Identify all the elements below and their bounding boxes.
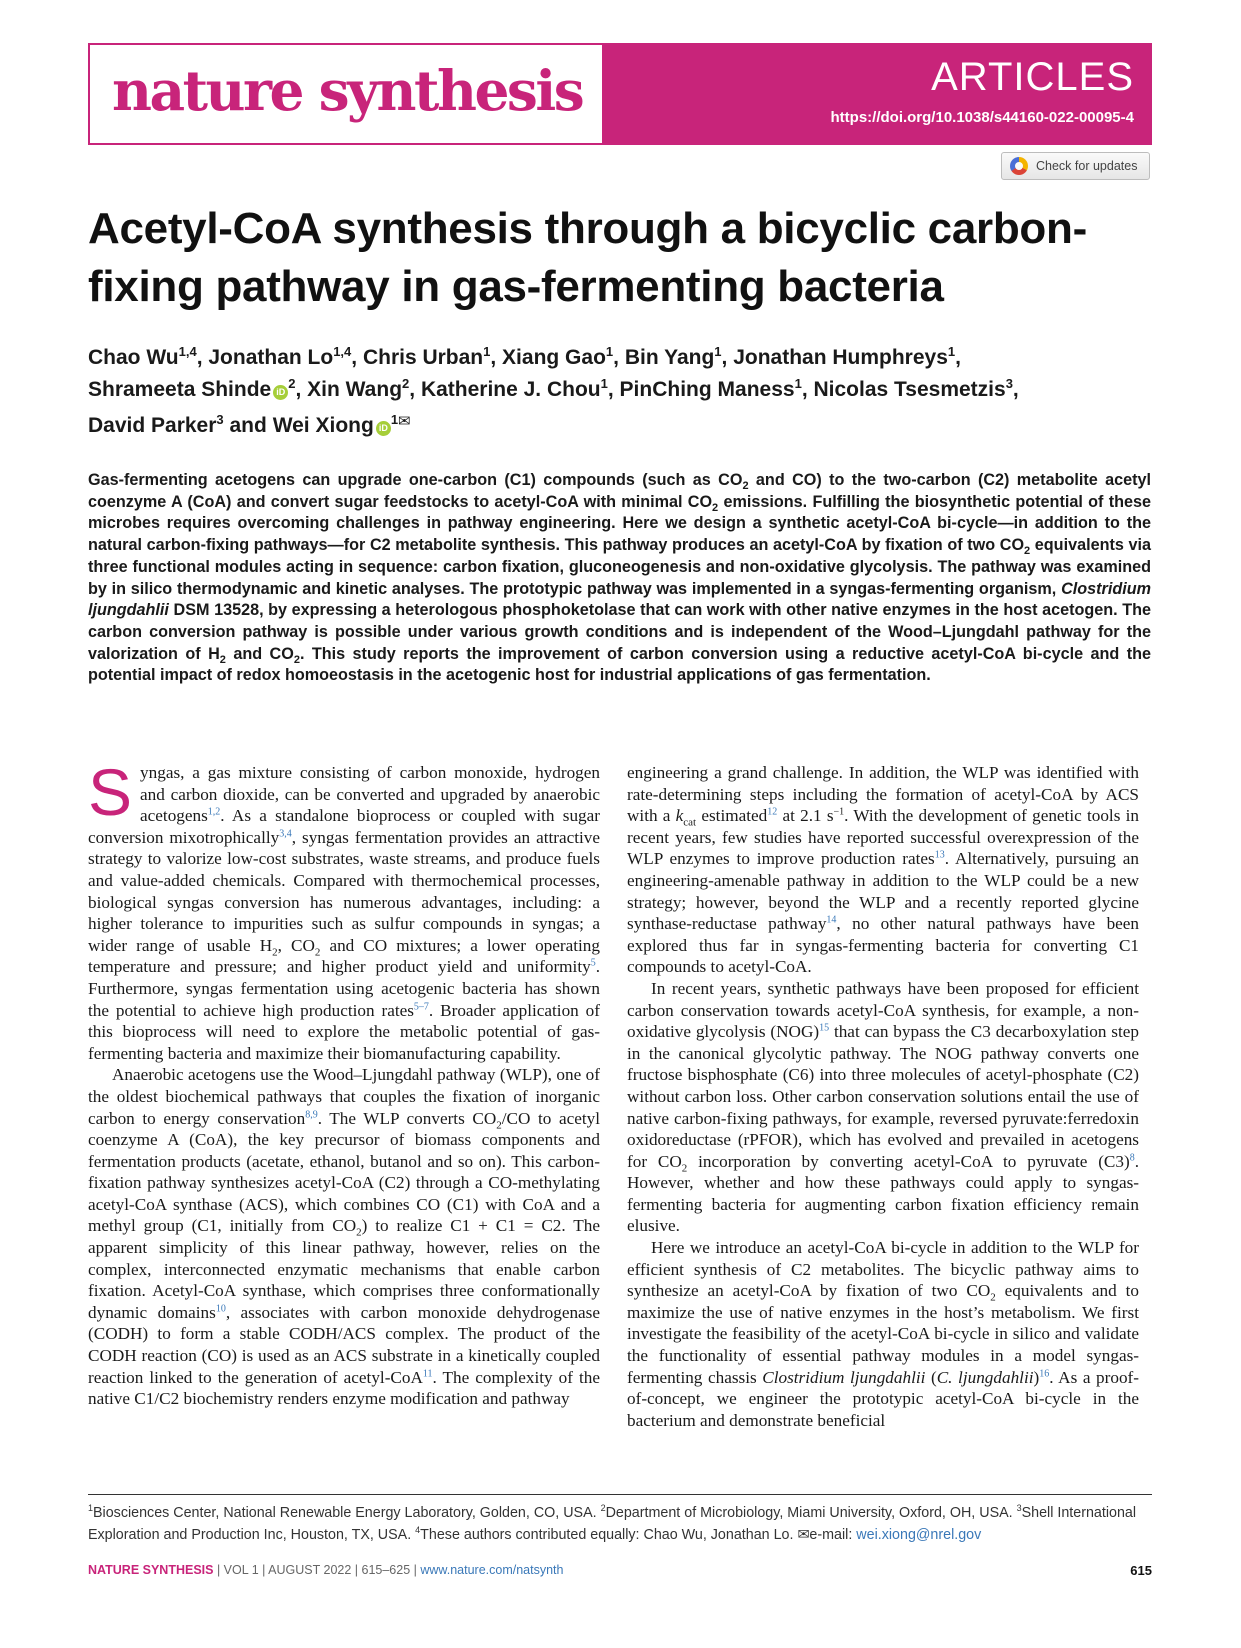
envelope-icon: ✉: [797, 1527, 810, 1543]
author-name[interactable]: Xiang Gao: [502, 346, 606, 369]
journal-banner: [88, 43, 1152, 145]
author-name[interactable]: Wei Xiong: [272, 414, 374, 437]
crossmark-icon: [1010, 157, 1028, 175]
paragraph: Anaerobic acetogens use the Wood–Ljungdahl pathway (WLP), one of the oldest biochemical pathways that couples the fixation of inorganic carbon to energy conservation$^{8,9}$. The WLP converts $CO_2/CO$ to acetyl coenzyme A (CoA), the key precursor of biomass components and fermentation products (acetate, ethanol, butanol and so on). This carbon-fixation pathway synthesizes acetyl-CoA (C2) through a CO-methylating acetyl-CoA synthase (ACS), which combines CO (C1) with CoA and a methyl group (C1, initially from $CO_2$) to realize C1 + C1 = C2. The apparent simplicity of this linear pathway, however, relies on the complex, interconnected enzymatic mechanisms that enable carbon fixation. Acetyl-CoA synthase, which comprises three conformationally dynamic domains$^{10}$, associates with carbon monoxide dehydrogenase (CODH) to form a stable CODH/ACS complex. The product of the CODH reaction (CO) is used as an ACS substrate in a kinetically coupled reaction linked to the generation of acetyl-CoA$^{11}$. The complexity of the native C1/C2 biochemistry renders enzyme modification and pathway: [88, 1065, 600, 1409]
citation-link[interactable]: 15: [819, 1022, 830, 1034]
journal-url-link[interactable]: www.nature.com/natsynth: [420, 1563, 564, 1577]
author-name[interactable]: Nicolas Tsesmetzis: [813, 378, 1006, 401]
citation-link[interactable]: 3,4: [279, 828, 292, 840]
author-name[interactable]: David Parker: [88, 414, 217, 437]
article-title: Acetyl-CoA synthesis through a bicyclic carbon- fixing pathway in gas-fermenting bacteria: [88, 204, 1087, 311]
paragraph: In recent years, synthetic pathways have been proposed for efficient carbon conservation towards acetyl-CoA synthesis, for example, a non-oxidative glycolysis (NOG)$^{15}$ that can bypass the C3 decarboxylation step in the canonical glycolytic pathway. The NOG pathway converts one fructose bisphosphate (C6) into three molecules of acetyl-phosphate (C2) without carbon loss. Other carbon conservation solutions entail the use of native carbon-fixing pathways, for example, reversed pyruvate:ferredoxin oxidoreductase (rPFOR), which has evolved and prevailed in acetogens for $CO_2$ incorporation by converting acetyl-CoA to pyruvate $(C3)^8$. However, whether and how these pathways could apply to syngas-fermenting bacteria for augmenting carbon fixation efficiency remain elusive.: [627, 978, 1140, 1236]
author-name[interactable]: Jonathan Humphreys: [733, 346, 948, 369]
citation-link[interactable]: 8,9: [305, 1108, 318, 1120]
citation-link[interactable]: 13: [934, 849, 945, 861]
body-column-right: [627, 762, 1139, 1431]
citation-link[interactable]: 14: [826, 914, 837, 926]
paragraph: Syngas, a gas mixture consisting of carbon monoxide, hydrogen and carbon dioxide, can be converted and upgraded by anaerobic acetogens$^{1,2}$. As a standalone bioprocess or coupled with sugar conversion mixotrophically$^{3,4}$, syngas fermentation provides an attractive strategy to valorize low-cost substrates, waste streams, and produce fuels and value-added chemicals. Compared with thermochemical processes, biological syngas conversion has numerous advantages, including: a higher tolerance to impurities such as sulfur compounds in syngas; a wider range of usable $H_2$, $CO_2$ and CO mixtures; a lower operating temperature and pressure; and higher product yield and uniformity$^5$. Furthermore, syngas fermentation using acetogenic bacteria has shown the potential to achieve high production rates$^{5-7}$. Broader application of this bioprocess will need to explore the metabolic potential of gas-fermenting bacteria and maximize their biomanufacturing capability.: [88, 755, 600, 1063]
citation-link[interactable]: 5–7: [413, 1000, 429, 1012]
affiliations-footnote: $^1$Biosciences Center, National Renewable Energy Laboratory, Golden, CO, USA. $^2$Department of Microbiology, Miami University, Oxford, OH, USA. $^3$Shell International Exploration and Production Inc, Houston, TX, USA. $^4$These authors contributed equally: Chao Wu, Jonathan Lo. ✉e-mail: wei.xiong@nrel.gov: [88, 1503, 1137, 1543]
doi-link[interactable]: https://doi.org/10.1038/s44160-022-00095-4: [830, 109, 1134, 126]
citation-link[interactable]: 5: [590, 957, 596, 969]
journal-logo: nature synthesis: [112, 58, 583, 123]
author-list: Chao Wu$^{1,4}$, Jonathan Lo$^{1,4}$, Chris Urban$^1$, Xiang Gao$^1$, Bin Yang$^1$, Jonathan Humphreys$^1$, Shrameeta Shinde $iD^2$, Xin Wang$^2$, Katherine J. Chou$^1$, PinChing Maness$^1$, Nicolas Tsesmetzis$^3$, David Parker$^3$ and Wei Xiong $iD^{1✉}$: [88, 344, 1019, 437]
citation-link[interactable]: 8: [1129, 1151, 1135, 1163]
abstract: Gas-fermenting acetogens can upgrade one-carbon (C1) compounds (such as $CO_2$ and CO) to the two-carbon (C2) metabolite acetyl coenzyme A (CoA) and convert sugar feedstocks to acetyl-CoA with minimal $CO_2$ emissions. Fulfilling the biosynthetic potential of these microbes requires overcoming challenges in pathway engineering. Here we design a synthetic acetyl-CoA bi-cycle—in addition to the natural carbon-fixing pathways—for C2 metabolite synthesis. This pathway produces an acetyl-CoA by fixation of two $CO_2$ equivalents via three functional modules acting in sequence: carbon fixation, gluconeogenesis and non-oxidative glycolysis. The pathway was examined by in silico thermodynamic and kinetic analyses. The prototypic pathway was implemented in a syngas-fermenting organism, Clostridium ljungdahlii DSM 13528, by expressing a heterologous phosphoketolase that can work with other native enzymes in the host acetogen. The carbon conversion pathway is possible under various growth conditions and is independent of the Wood–Ljungdahl pathway for the valorization of $H_2$ and $CO_2$. This study reports the improvement of carbon conversion using a reductive acetyl-CoA bi-cycle and the potential impact of redox homoeostasis in the acetogenic host for industrial applications of gas fermentation.: [88, 471, 1151, 685]
check-for-updates-label: Check for updates: [1036, 159, 1138, 173]
author-name[interactable]: Chao Wu: [88, 346, 179, 369]
check-for-updates-button[interactable]: [1001, 152, 1150, 180]
citation-link[interactable]: 12: [767, 806, 778, 818]
email-link[interactable]: wei.xiong@nrel.gov: [856, 1527, 982, 1543]
orcid-icon[interactable]: iD: [273, 385, 288, 400]
journal-logo-box: [90, 45, 602, 143]
citation-link[interactable]: 11: [422, 1367, 433, 1379]
author-name[interactable]: Xin Wang: [307, 378, 403, 401]
page-number: 615: [1130, 1563, 1152, 1578]
author-name[interactable]: Katherine J. Chou: [420, 378, 601, 401]
body-column-left: [88, 755, 600, 1410]
drop-cap: S: [88, 755, 133, 829]
page-footer: NATURE SYNTHESIS | VOL 1 | AUGUST 2022 | 615–625 | www.nature.com/natsynth 615: [88, 1563, 1152, 1578]
paragraph: Here we introduce an acetyl-CoA bi-cycle in addition to the WLP for efficient synthesis of C2 metabolites. The bicyclic pathway aims to synthesize an acetyl-CoA by fixation of two $CO_2$ equivalents and to maximize the use of native enzymes in the host’s metabolism. We first investigate the feasibility of the acetyl-CoA bi-cycle in silico and validate the functionality of essential pathway modules in a model syngas-fermenting chassis Clostridium ljungdahlii (C. ljungdahlii)$^{16}$. As a proof-of-concept, we engineer the prototypic acetyl-CoA bi-cycle in the bacterium and demonstrate beneficial: [627, 1238, 1139, 1430]
author-name[interactable]: Bin Yang: [624, 346, 715, 369]
citation-link[interactable]: 10: [215, 1303, 226, 1315]
author-name[interactable]: Shrameeta Shinde: [88, 378, 272, 401]
author-name[interactable]: Chris Urban: [362, 346, 484, 369]
author-name[interactable]: PinChing Maness: [619, 378, 795, 401]
footnote-divider: [88, 1494, 1152, 1495]
envelope-icon[interactable]: ✉: [398, 413, 411, 430]
citation-link[interactable]: 16: [1039, 1367, 1050, 1379]
section-label: ARTICLES: [931, 55, 1134, 99]
author-name[interactable]: Jonathan Lo: [208, 346, 334, 369]
citation-link[interactable]: 1,2: [207, 806, 221, 818]
paragraph: engineering a grand challenge. In addition, the WLP was identified with rate-determining steps including the formation of acetyl-CoA by ACS with a $k_{cat}$ estimated$^{12}$ at 2.1 $s^{-1}$. With the development of genetic tools in recent years, few studies have reported successful overexpression of the WLP enzymes to improve production rates$^{13}$. Alternatively, pursuing an engineering-amenable pathway in addition to the WLP could be a new strategy; however, beyond the WLP and a recently reported glycine synthase-reductase pathway$^{14}$, no other natural pathways have been explored thus far in syngas-fermenting bacteria for converting C1 compounds to acetyl-CoA.: [627, 763, 1140, 977]
footer-journal: NATURE SYNTHESIS: [88, 1563, 214, 1577]
orcid-icon[interactable]: iD: [376, 421, 391, 436]
